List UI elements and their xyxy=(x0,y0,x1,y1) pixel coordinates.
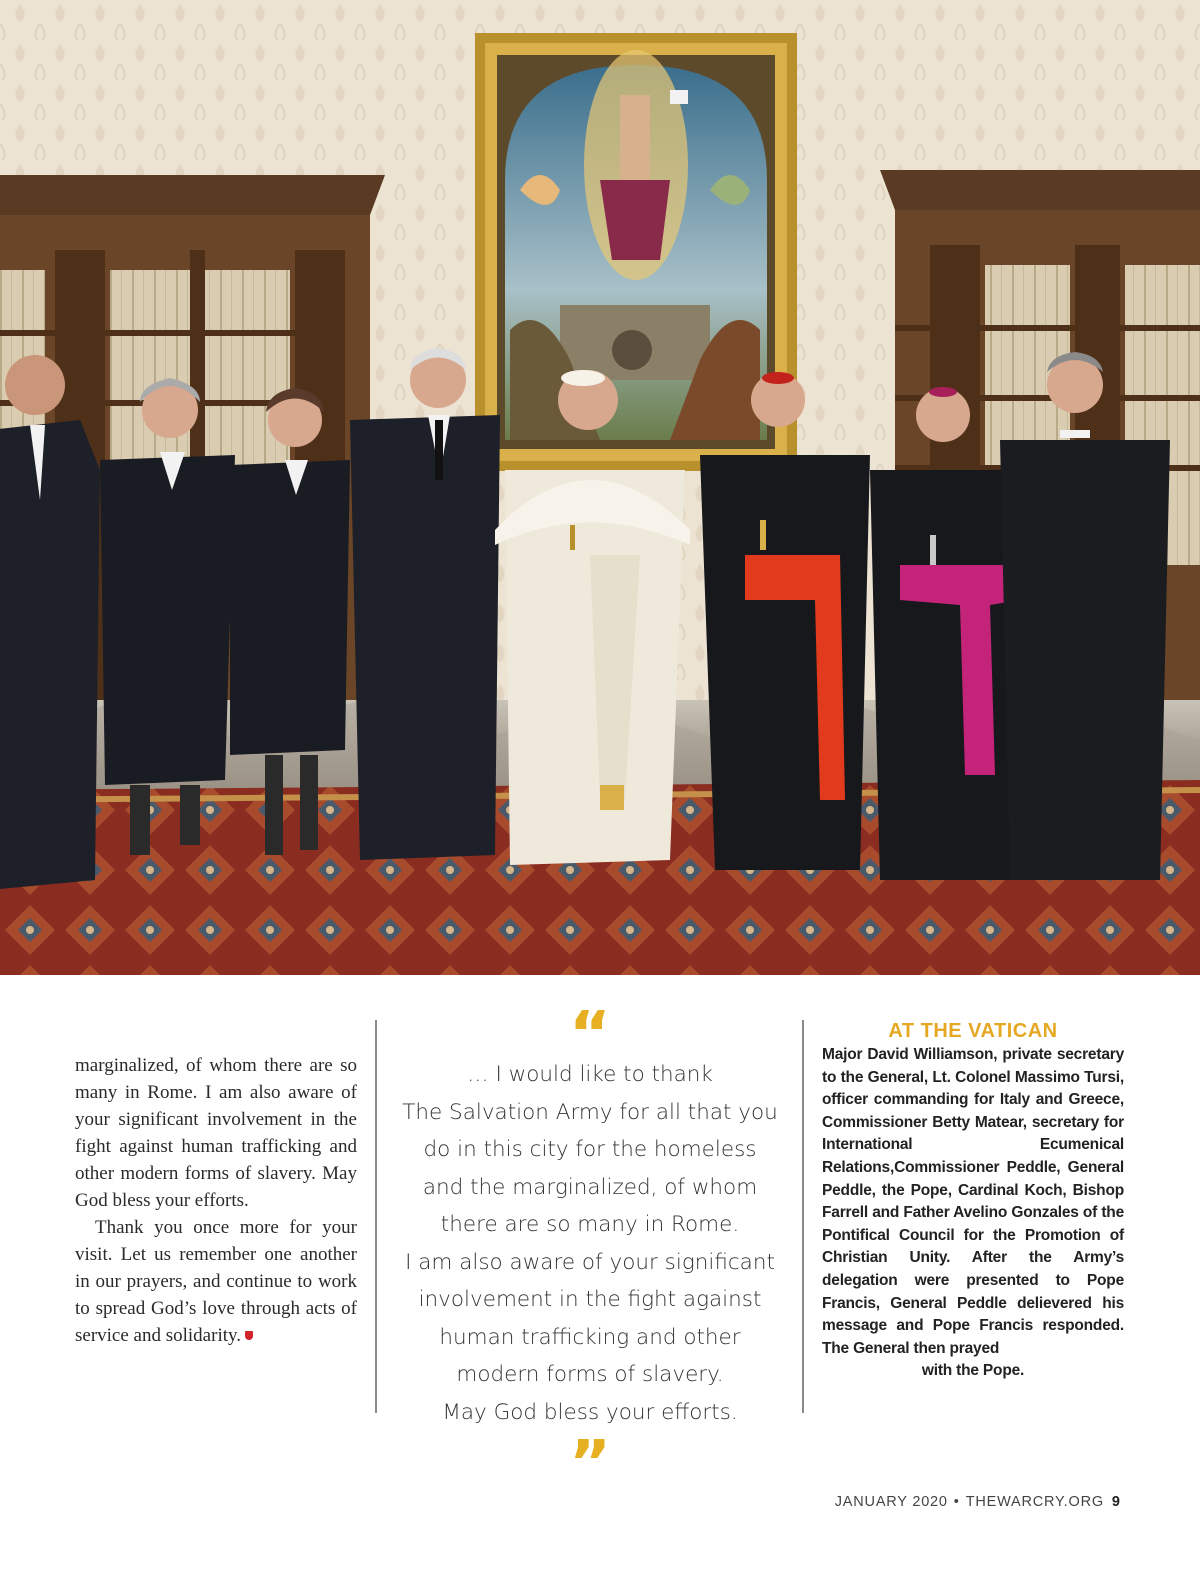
article-paragraph xyxy=(75,1214,357,1349)
footer-separator: • xyxy=(953,1494,960,1510)
sidebar-caption-last-line: with the Pope. xyxy=(921,1362,1025,1380)
pull-quote-text xyxy=(385,1056,795,1431)
sidebar-caption-text: Major David Williamson, private secretary to the General, Lt. Colonel Massimo Tursi, officer commanding for Italy and Greece, Commissioner Betty Matear, secretary for International Ecumenical Relations,Commissioner Peddle, General Peddle, the Pope, Cardinal Koch, Bishop Farrell and Father Avelino Gonzales of the Pontifical Council for the Promotion of Christian Unity. After the Army’s delegation were presented to Pope Francis, General Peddle delievered his message and Pope Francis responded. The General then prayed xyxy=(822,1046,1124,1357)
column-divider xyxy=(375,1020,377,1413)
salvation-army-shield-icon xyxy=(245,1331,253,1340)
page-number: 9 xyxy=(1111,1494,1120,1510)
pull-quote-line: The Salvation Army for all that you xyxy=(402,1099,778,1125)
pull-quote-line: involvement in the fight against xyxy=(418,1287,762,1312)
pull-quote-line: modern forms of slavery. xyxy=(456,1362,724,1387)
pull-quote-line: and the marginalized, of whom xyxy=(422,1174,758,1200)
pull-quote-line: May God bless your efforts. xyxy=(442,1399,738,1425)
pull-quote-line: do in this city for the homeless xyxy=(423,1137,757,1162)
pull-quote xyxy=(385,1010,795,1483)
article-column xyxy=(75,1052,357,1349)
open-quote-mark: “ xyxy=(568,1010,612,1054)
pull-quote-line: I am also aware of your significant xyxy=(405,1249,775,1275)
sidebar-title: AT THE VATICAN xyxy=(888,1020,1058,1042)
pull-quote-line: human trafficking and other xyxy=(439,1324,741,1350)
website-link[interactable]: THEWARCRY.ORG xyxy=(965,1494,1104,1510)
article-paragraph: marginalized, of whom there are so many in Rome. I am also aware of your significant involvement in the fight against human trafficking and other modern forms of slavery. May God bless your efforts. xyxy=(75,1055,357,1211)
pull-quote-line: there are so many in Rome. xyxy=(440,1212,740,1237)
issue-date: JANUARY 2020 xyxy=(834,1494,948,1510)
page-footer xyxy=(835,1494,1120,1510)
photo-caption-sidebar xyxy=(822,1018,1124,1383)
column-divider xyxy=(802,1020,804,1413)
sidebar-caption xyxy=(822,1044,1124,1383)
close-quote-mark: ” xyxy=(568,1439,612,1483)
article-paragraph-text: Thank you once more for your visit. Let us remember one another in our prayers, and continue to work to spread God’s love through acts of service and solidarity. xyxy=(75,1217,357,1346)
pull-quote-line: … I would like to thank xyxy=(467,1062,713,1087)
